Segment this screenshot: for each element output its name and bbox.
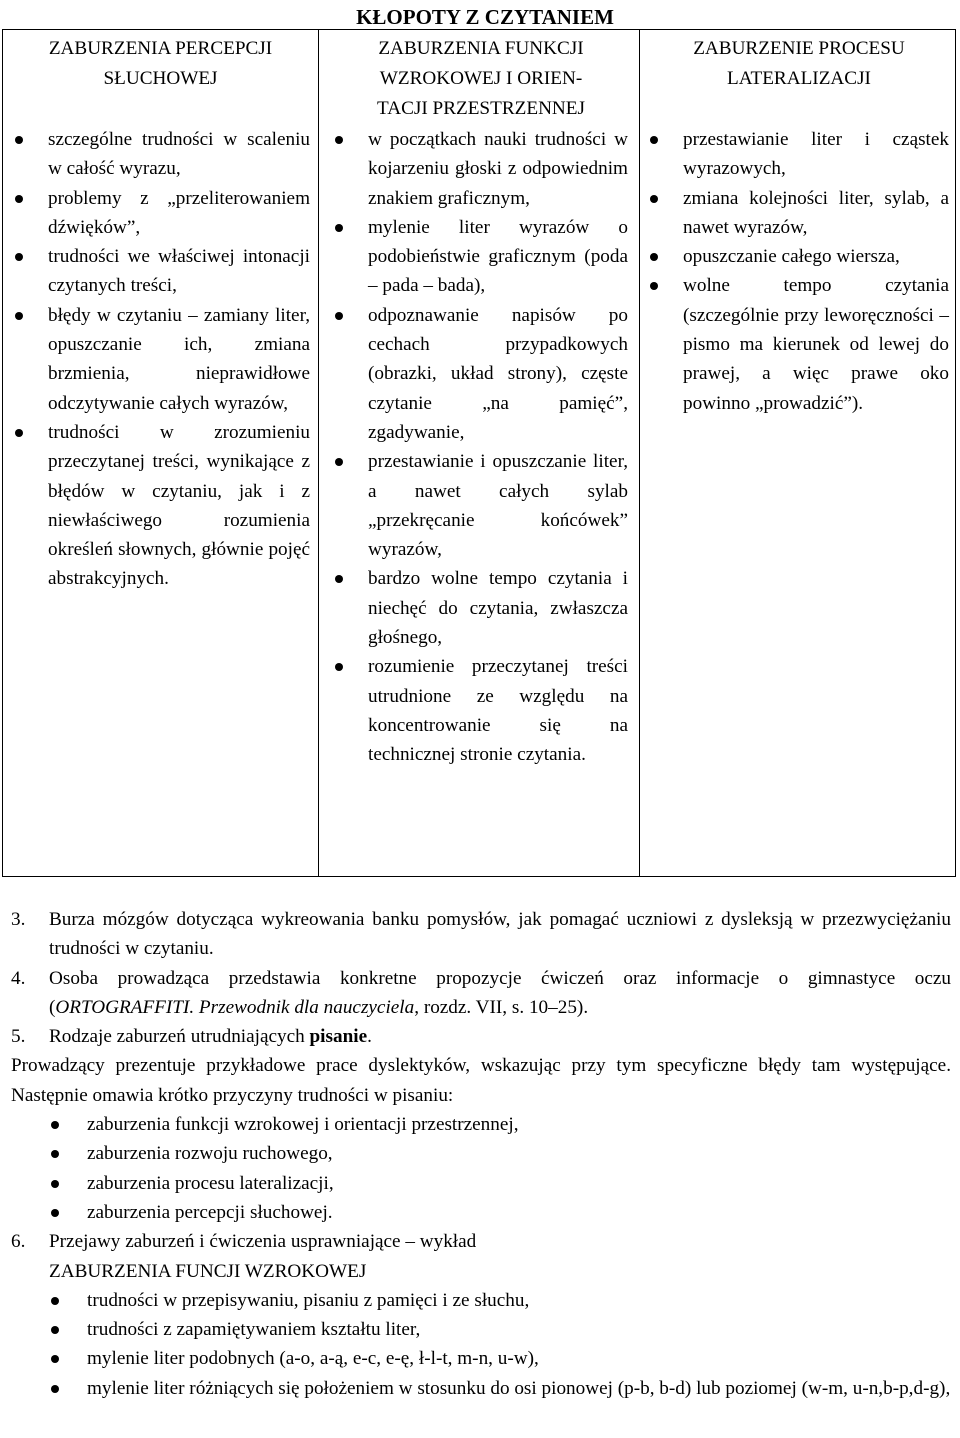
item-number: 3. — [11, 909, 26, 930]
item-text: Przejawy zaburzeń i ćwiczenia usprawniające – wykład — [49, 1231, 477, 1253]
list-item: zaburzenia funkcji wzrokowej i orientacji przestrzennej, — [87, 1110, 951, 1139]
list-item: mylenie liter różniących się położeniem w stosunku do osi pionowej (p-b, b-d) lub poziomej (w-m, u-n,b-p,d-g), — [87, 1374, 951, 1403]
paragraph: Prowadzący prezentuje przykładowe prace dyslektyków, wskazując przy tym specyficzne błędy tam występujące. Następnie omawia krótko przyczyny trudności w pisaniu: — [11, 1055, 951, 1106]
column-heading — [322, 30, 640, 124]
numbered-item — [11, 905, 951, 964]
item-text: Burza mózgów dotycząca wykreowania banku pomysłów, jak pomagać uczniowi z dysleksją w przezwyciężaniu trudności w czytaniu. — [49, 909, 951, 960]
heading-line: TACJI PRZESTRZENNEJ — [377, 98, 585, 119]
item-text: Rodzaje zaburzeń utrudniających — [49, 1026, 310, 1048]
numbered-item — [11, 1227, 951, 1256]
list-item: błędy w czytaniu – zamiany liter, opuszczanie ich, zmiana brzmienia, nieprawidłowe odczytywanie całych wyrazów, — [48, 301, 310, 418]
list-item: trudności z zapamiętywaniem kształtu liter, — [87, 1315, 951, 1344]
item-number: 5. — [11, 1026, 26, 1048]
symptoms-list — [11, 1286, 951, 1403]
heading-line: SŁUCHOWEJ — [103, 68, 218, 89]
column-divider — [639, 30, 640, 876]
list-item: zaburzenia percepcji słuchowej. — [87, 1198, 951, 1227]
list-item: mylenie liter podobnych (a-o, a-ą, e-c, e-ę, ł-l-t, m-n, u-w), — [87, 1344, 951, 1373]
heading-line: ZABURZENIE PROCESU — [693, 38, 905, 59]
item-text: . — [367, 1026, 372, 1048]
symptom-list — [683, 125, 949, 418]
heading-line: WZROKOWEJ I ORIEN- — [379, 68, 583, 89]
heading-line: ZABURZENIA FUNKCJI — [378, 38, 584, 59]
item-text: , rozdz. VII, s. 10–25). — [414, 996, 589, 1018]
item-number: 6. — [11, 1231, 26, 1253]
item-text: Osoba prowadząca przedstawia konkretne propozycje ćwiczeń oraz informacje o gimnastyce oczu ( — [49, 967, 951, 1018]
list-item: rozumienie przeczytanej treści utrudnione ze względu na koncentrowanie się na technicznej stronie czytania. — [368, 652, 628, 769]
list-item: szczególne trudności w scaleniu w całość wyrazu, — [48, 125, 310, 184]
causes-list — [11, 1110, 951, 1227]
list-item: zaburzenia rozwoju ruchowego, — [87, 1139, 951, 1168]
list-item: przestawianie i opuszczanie liter, a nawet całych sylab „przekręcanie końcówek” wyrazów, — [368, 447, 628, 564]
list-item: odpoznawanie napisów po cechach przypadkowych (obrazki, układ strony), częste czytanie „na pamięć”, zgadywanie, — [368, 301, 628, 447]
subheading: ZABURZENIA FUNCJI WZROKOWEJ — [49, 1260, 367, 1282]
column-heading — [3, 30, 318, 94]
symptom-list — [48, 125, 310, 594]
list-item: bardzo wolne tempo czytania i niechęć do czytania, zwłaszcza głośnego, — [368, 564, 628, 652]
column-visual-function — [322, 30, 640, 766]
list-item: mylenie liter wyrazów o podobieństwie graficznym (poda – pada – bada), — [368, 213, 628, 301]
list-item: problemy z „przeliterowaniem dźwięków”, — [48, 184, 310, 243]
list-item: opuszczanie całego wiersza, — [683, 242, 949, 271]
list-item: trudności w przepisywaniu, pisaniu z pamięci i ze słuchu, — [87, 1286, 951, 1315]
column-lateralization — [641, 30, 957, 414]
numbered-item — [11, 964, 951, 1023]
disorders-table — [2, 29, 956, 877]
column-auditory-perception — [3, 30, 318, 590]
list-item: wolne tempo czytania (szczególnie przy leworęczności – pismo ma kierunek od lewej do prawej, a więc prawe oko powinno „prowadzić”). — [683, 271, 949, 417]
heading-line: ZABURZENIA PERCEPCJI — [48, 38, 273, 59]
symptom-list — [368, 125, 628, 770]
list-item: trudności we właściwej intonacji czytanych treści, — [48, 242, 310, 301]
list-item: w początkach nauki trudności w kojarzeniu głoski z odpowiednim znakiem graficznym, — [368, 125, 628, 213]
numbered-item — [11, 1022, 951, 1051]
book-title: ORTOGRAFFITI. Przewodnik dla nauczyciela — [55, 996, 415, 1018]
list-item: zmiana kolejności liter, sylab, a nawet wyrazów, — [683, 184, 949, 243]
document-body — [11, 905, 951, 1403]
emphasis: pisanie — [309, 1026, 368, 1048]
list-item: trudności w zrozumieniu przeczytanej treści, wynikające z błędów w czytaniu, jak i z niewłaściwego rozumienia określeń słownych, głównie pojęć abstrakcyjnych. — [48, 418, 310, 594]
heading-line: LATERALIZACJI — [727, 68, 871, 89]
column-heading — [641, 30, 957, 94]
column-divider — [318, 30, 319, 876]
list-item: zaburzenia procesu lateralizacji, — [87, 1169, 951, 1198]
page-title: KŁOPOTY Z CZYTANIEM — [356, 5, 614, 29]
item-number: 4. — [11, 967, 26, 989]
list-item: przestawianie liter i cząstek wyrazowych, — [683, 125, 949, 184]
